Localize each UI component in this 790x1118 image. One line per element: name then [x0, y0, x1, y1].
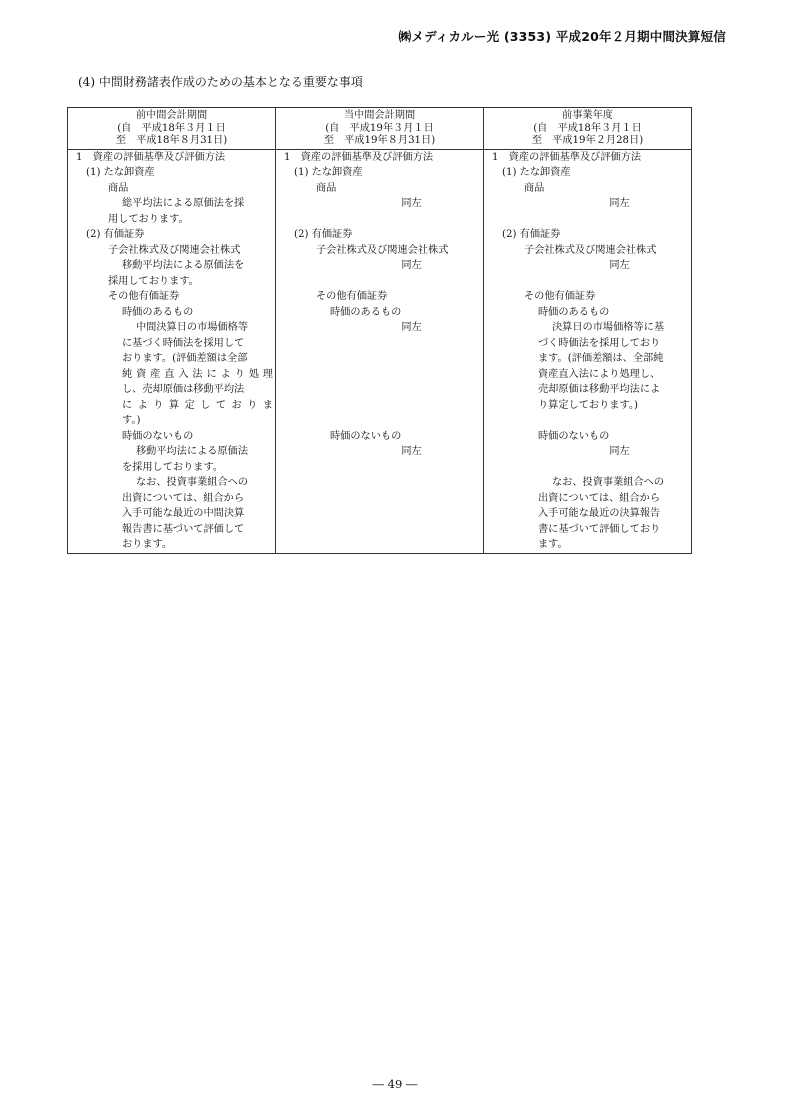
same-as-left: 同左	[609, 446, 630, 457]
text-line: に基づく時価法を採用して	[122, 337, 245, 349]
subsection-inventory: (1) たな卸資産	[502, 167, 571, 178]
text-line: なお、投資事業組合への	[552, 477, 665, 488]
item-subsidiary-stock: 子会社株式及び関連会社株式	[316, 244, 449, 256]
text-line: なお、投資事業組合への	[136, 477, 249, 488]
item-with-market-value: 時価のあるもの	[122, 306, 194, 318]
text-line: 報告書に基づいて評価して	[122, 523, 245, 535]
column-header-prior-interim	[68, 108, 276, 150]
item-other-securities: その他有価証券	[108, 291, 180, 302]
text-line: 採用しております。	[108, 275, 199, 287]
text-line: ます。	[538, 539, 568, 550]
item-merchandise: 商品	[108, 182, 129, 194]
text-line: を採用しております。	[122, 461, 224, 473]
item-without-market-value: 時価のないもの	[330, 430, 402, 442]
policy-heading: 1 資産の評価基準及び評価方法	[492, 151, 642, 163]
subsection-inventory: (1) たな卸資産	[86, 167, 155, 178]
text-line: おります。	[122, 539, 173, 550]
text-line: 書に基づいて評価しており	[538, 523, 661, 535]
text-line: 用しております。	[108, 213, 189, 225]
table-body-row	[68, 149, 692, 553]
column-header-current-interim	[276, 108, 484, 150]
period-to: 至 平成19年２月28日)	[531, 135, 644, 146]
text-line: ます。(評価差額は、全部純	[538, 353, 664, 364]
same-as-left: 同左	[401, 198, 422, 209]
text-line: 出資については、組合から	[122, 492, 245, 504]
column-title: 前中間会計期間	[135, 110, 208, 121]
policy-heading: 1 資産の評価基準及び評価方法	[76, 151, 226, 163]
text-line: 出資については、組合から	[538, 492, 661, 504]
item-with-market-value: 時価のあるもの	[538, 306, 610, 318]
period-to: 至 平成19年８月31日)	[323, 135, 436, 146]
subsection-securities: (2) 有価証券	[294, 229, 353, 240]
item-without-market-value: 時価のないもの	[122, 430, 194, 442]
text-line: 総平均法による原価法を採	[122, 198, 245, 209]
item-with-market-value: 時価のあるもの	[330, 306, 402, 318]
subsection-securities: (2) 有価証券	[502, 229, 561, 240]
text-line: 中間決算日の市場価格等	[136, 322, 249, 333]
text-line: す。)	[122, 415, 141, 426]
table-header-row	[68, 108, 692, 150]
prior-interim-policy-cell	[68, 149, 276, 553]
column-title: 当中間会計期間	[343, 110, 416, 121]
accounting-policy-table	[67, 107, 692, 554]
item-merchandise: 商品	[524, 182, 545, 194]
same-as-left: 同左	[401, 322, 422, 333]
text-line: おります。(評価差額は全部	[122, 353, 248, 364]
text-line: 入手可能な最近の中間決算	[122, 508, 245, 519]
text-line: 資産直入法により処理し、	[538, 368, 661, 380]
text-line: 入手可能な最近の決算報告	[538, 508, 661, 519]
column-header-prior-fiscal-year	[484, 108, 692, 150]
item-other-securities: その他有価証券	[524, 291, 596, 302]
current-interim-policy-cell	[276, 149, 484, 553]
period-from: (自 平成18年３月１日	[117, 122, 226, 134]
page-number: ― 49 ―	[372, 1077, 418, 1091]
period-to: 至 平成18年８月31日)	[115, 135, 228, 146]
item-merchandise: 商品	[316, 182, 337, 194]
text-line: 決算日の市場価格等に基	[552, 322, 665, 333]
text-line: し、売却原価は移動平均法	[122, 384, 245, 395]
same-as-left: 同左	[609, 198, 630, 209]
period-from: (自 平成18年３月１日	[533, 122, 642, 134]
text-line: により算定しておりま	[122, 399, 273, 411]
text-line: り算定しております。)	[538, 399, 638, 411]
section-title: (4) 中間財務諸表作成のための基本となる重要な事項	[78, 75, 363, 89]
same-as-left: 同左	[401, 446, 422, 457]
policy-heading: 1 資産の評価基準及び評価方法	[284, 151, 434, 163]
same-as-left: 同左	[609, 260, 630, 271]
period-from: (自 平成19年３月１日	[325, 122, 434, 134]
text-line: 純資産直入法により処理	[122, 368, 273, 380]
item-subsidiary-stock: 子会社株式及び関連会社株式	[524, 244, 657, 256]
text-line: 移動平均法による原価法	[136, 446, 249, 457]
item-other-securities: その他有価証券	[316, 291, 388, 302]
document-header: ㈱メディカルー光 (3353) 平成20年２月期中間決算短信	[398, 29, 726, 44]
column-title: 前事業年度	[562, 110, 613, 121]
text-line: づく時価法を採用しており	[538, 337, 661, 349]
subsection-securities: (2) 有価証券	[86, 229, 145, 240]
text-line: 売却原価は移動平均法によ	[538, 384, 661, 395]
item-without-market-value: 時価のないもの	[538, 430, 610, 442]
text-line: 移動平均法による原価法を	[122, 260, 245, 271]
same-as-left: 同左	[401, 260, 422, 271]
prior-fiscal-year-policy-cell	[484, 149, 692, 553]
subsection-inventory: (1) たな卸資産	[294, 167, 363, 178]
item-subsidiary-stock: 子会社株式及び関連会社株式	[108, 244, 241, 256]
